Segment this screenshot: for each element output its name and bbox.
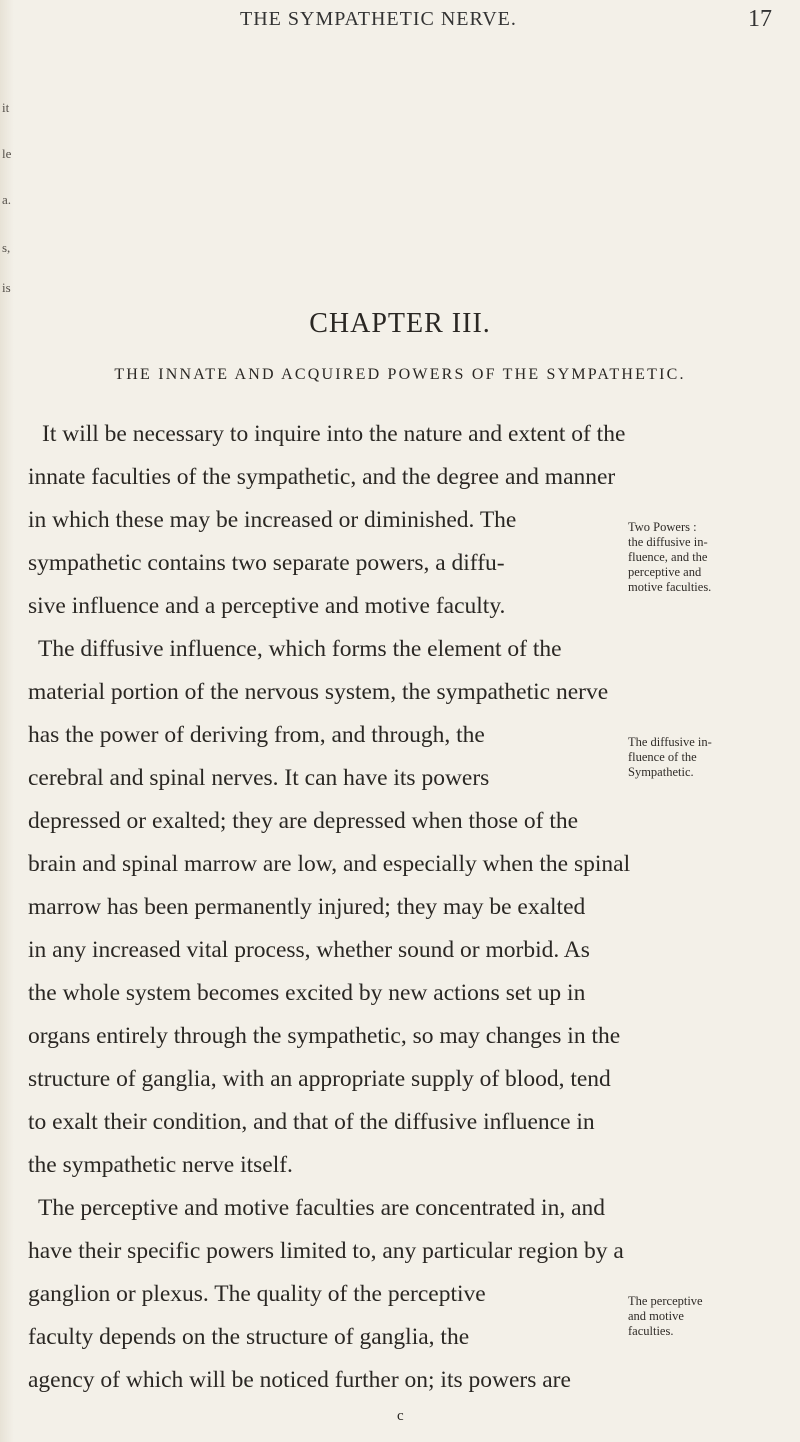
margin-note-line: perceptive and — [628, 565, 702, 579]
text-line: faculty depends on the structure of ganglia, the — [28, 1324, 470, 1350]
running-head: THE SYMPATHETIC NERVE. — [240, 8, 517, 30]
signature-mark: c — [397, 1408, 404, 1424]
margin-note-line: The perceptive — [628, 1294, 703, 1308]
text-line: cerebral and spinal nerves. It can have its powers — [28, 765, 490, 791]
text-line: depressed or exalted; they are depressed when those of the — [28, 808, 579, 834]
margin-note-two-powers — [628, 520, 711, 595]
gutter-fragment: is — [2, 280, 11, 295]
text-line: brain and spinal marrow are low, and especially when the spinal — [28, 851, 631, 877]
chapter-title: CHAPTER III. — [309, 308, 491, 339]
gutter-fragment: le — [2, 146, 12, 161]
text-line: sympathetic contains two separate powers, a diffu- — [28, 550, 505, 576]
text-line: agency of which will be noticed further on; its powers are — [28, 1367, 571, 1393]
margin-note-line: fluence, and the — [628, 550, 708, 564]
text-line: the whole system becomes excited by new actions set up in — [28, 980, 586, 1006]
chapter-subtitle: THE INNATE AND ACQUIRED POWERS OF THE SYMPATHETIC. — [114, 366, 686, 383]
text-line: in which these may be increased or diminished. The — [28, 507, 517, 533]
text-line: the sympathetic nerve itself. — [28, 1152, 293, 1178]
text-line: to exalt their condition, and that of the diffusive influence in — [28, 1109, 595, 1135]
text-line: structure of ganglia, with an appropriate supply of blood, tend — [28, 1066, 611, 1092]
page-number: 17 — [748, 6, 772, 32]
text-line: marrow has been permanently injured; they may be exalted — [28, 894, 586, 920]
text-line: The perceptive and motive faculties are concentrated in, and — [38, 1195, 605, 1221]
margin-note-line: the diffusive in- — [628, 535, 708, 549]
text-line: material portion of the nervous system, the sympathetic nerve — [28, 679, 609, 705]
binding-gutter — [0, 0, 14, 1442]
gutter-fragment: it — [2, 100, 10, 115]
gutter-fragment: s, — [2, 240, 11, 255]
margin-note-line: motive faculties. — [628, 580, 712, 594]
text-line: The diffusive influence, which forms the element of the — [38, 636, 562, 662]
text-line: sive influence and a perceptive and motive faculty. — [28, 593, 506, 619]
margin-note-diffusive-influence — [628, 735, 712, 780]
margin-note-line: Two Powers : — [628, 520, 697, 534]
margin-note-line: Sympathetic. — [628, 765, 694, 779]
margin-note-line: and motive — [628, 1309, 684, 1323]
margin-note-line: faculties. — [628, 1324, 674, 1338]
text-line: in any increased vital process, whether sound or morbid. As — [28, 937, 590, 963]
gutter-fragment: a. — [2, 192, 12, 207]
text-line: has the power of deriving from, and through, the — [28, 722, 485, 748]
margin-note-line: fluence of the — [628, 750, 697, 764]
text-line: innate faculties of the sympathetic, and the degree and manner — [28, 464, 616, 490]
margin-note-line: The diffusive in- — [628, 735, 712, 749]
text-line: have their specific powers limited to, any particular region by a — [28, 1238, 624, 1264]
margin-note-perceptive-motive — [628, 1294, 703, 1339]
text-line: It will be necessary to inquire into the nature and extent of the — [42, 421, 626, 447]
text-line: ganglion or plexus. The quality of the perceptive — [28, 1281, 486, 1307]
text-line: organs entirely through the sympathetic, so may changes in the — [28, 1023, 621, 1049]
